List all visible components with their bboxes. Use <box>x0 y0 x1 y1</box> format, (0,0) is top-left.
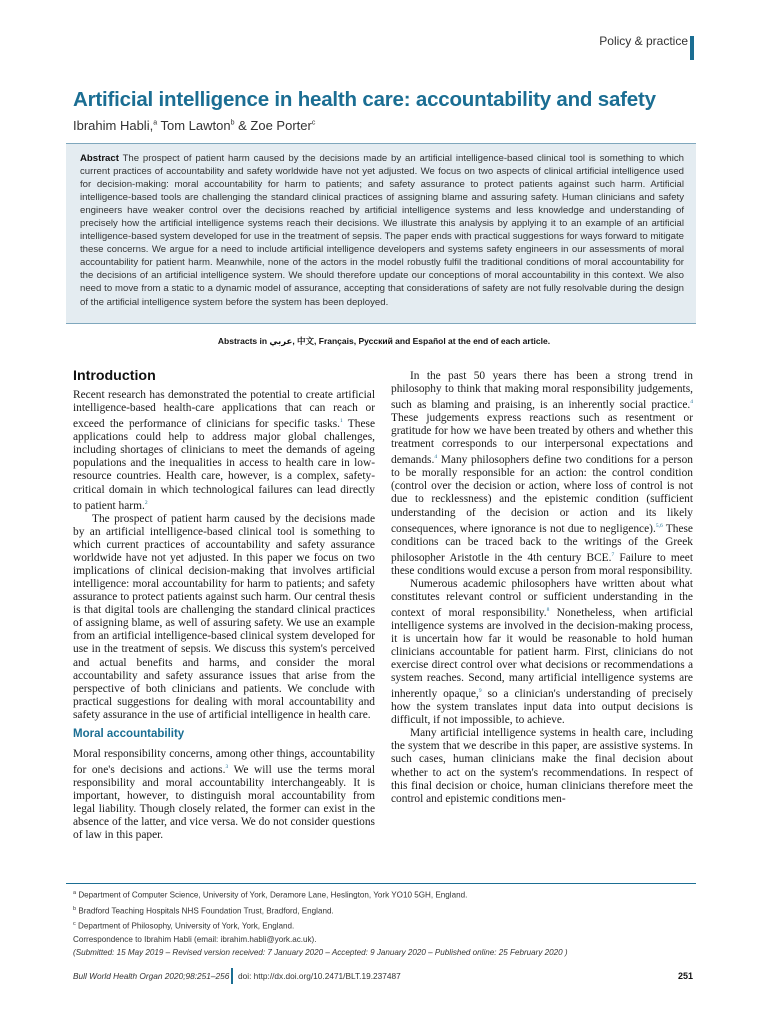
footnote-divider <box>66 883 696 884</box>
section-heading-introduction: Introduction <box>73 368 156 384</box>
abstract <box>80 152 684 309</box>
paragraph: In the past 50 years there has been a strong trend in philosophy to think that making moral responsibility judgements, such as blaming and praising, is an inherently social practice.$^4$ These judgements express reactions such as resentment or gratitude for how we have been treated by others and whether this treatment corresponds to our interpersonal expectations and demands.$^4$ Many philosophers define two conditions for a person to be morally responsible for an action: the control condition (control over the decision or action, where loss of control is not due to recklessness) and the epistemic condition (sufficient understanding of the decision or action and its likely consequences, where ignorance is not due to negligence).$^{5,6}$ These conditions can be traced back to the writings of the Greek philosopher Aristotle in the 4th century BCE.$^7$ Failure to meet these conditions would excuse a person from moral responsibility. <box>391 370 693 577</box>
abstract-label: Abstract <box>80 153 119 164</box>
subsection-heading-moral-accountability: Moral accountability <box>73 728 185 741</box>
citation-mark: 7 <box>611 551 615 558</box>
doi-link[interactable]: doi: http://dx.doi.org/10.2471/BLT.19.237487 <box>238 971 401 981</box>
abstract-body: The prospect of patient harm caused by the decisions made by an artificial intelligence-based clinical tool is something to which current practices of accountability and safety worldwide have not yet adjusted. We focus on two aspects of clinical artificial intelligence used for decision-making: moral accountability for harm to patients; and safety assurance to protect patients against such harm. Artificial intelligence-based tools are challenging the standard clinical practices of assigning blame and assuring safety. Human clinicians and safety engineers have weaker control over the decisions reached by artificial intelligence systems and less knowledge and understanding of precisely how the artificial intelligence systems reach their decisions. We illustrate this analysis by applying it to an example of an artificial intelligence-based system developed for use in the treatment of sepsis. The paper ends with practical suggestions for ways forward to mitigate these concerns. We argue for a need to include artificial intelligence developers and systems safety engineers in our assessments of moral accountability for patient harm. Meanwhile, none of the actors in the model robustly fulfil the traditional conditions of moral accountability for the decisions of an artificial intelligence system. We should therefore update our conceptions of moral accountability in this context. We also need to move from a static to a dynamic model of assurance, accepting that considerations of safety are not fully resolvable during the design of the artificial intelligence system before the system has been deployed. <box>80 153 684 308</box>
journal-citation: Bull World Health Organ 2020;98:251–256 <box>73 971 230 981</box>
citation-mark: 4 <box>434 454 438 461</box>
section-accent-bar <box>690 36 694 60</box>
author-name: Ibrahim Habli, <box>73 118 154 133</box>
paragraph: Moral responsibility concerns, among other things, accountability for one's decisions and actions.$^3$ We will use the terms moral responsibility and moral accountability interchangeably. It is important, however, to distinguish moral accountability from legal liability. Though closely related, the former can exist in the absence of the latter, and vice versa. We do not consider questions of law in this paper. <box>73 748 376 842</box>
citation-mark: 3 <box>225 764 229 771</box>
footnote: $^a$ Department of Computer Science, University of York, Deramore Lane, Heslington, York YO10 5GH, England. <box>73 890 468 900</box>
submission-dates: (Submitted: 15 May 2019 – Revised version received: 7 January 2020 – Accepted: 9 January 2020 – Published online: 25 February 2020 ) <box>73 947 568 957</box>
abstract-languages-note: Abstracts in عربي, 中文, Français, Русский and Español at the end of each article. <box>217 336 551 346</box>
footer-divider <box>231 968 233 984</box>
citation-mark: 5,6 <box>655 522 663 529</box>
author-affiliation-mark: b <box>230 119 235 127</box>
paragraph: Recent research has demonstrated the potential to create artificial intelligence-based health-care applications that can reach or exceed the performance of clinicians for specific tasks.$^1$ These applications could help to address major global challenges, including shortages of clinicians to meet the demands of ageing populations and the inequalities in access to health care in low-resource countries. Health care, however, is a complex, safety-critical domain in which technological failures can lead directly to patient harm.$^2$ <box>73 389 376 512</box>
footnote: $^b$ Bradford Teaching Hospitals NHS Foundation Trust, Bradford, England. <box>73 905 334 916</box>
author-affiliation-mark: c <box>311 119 316 127</box>
citation-mark: 9 <box>478 688 482 695</box>
author-separator: & <box>234 118 251 133</box>
footnotes <box>73 887 693 960</box>
citation-mark: 4 <box>690 399 693 406</box>
abstract-box <box>66 143 696 324</box>
body-column-right <box>391 370 693 806</box>
footnote: $^c$ Department of Philosophy, University of York, York, England. <box>73 921 295 931</box>
body-column-left <box>73 370 375 843</box>
paragraph: Numerous academic philosophers have written about what constitutes relevant control or sufficient understanding in the context of moral responsibility.$^8$ Nonetheless, when artificial intelligence systems are involved in the decision-making process, it is uncertain how far it would be reasonable to hold human clinicians accountable for patient harm. First, clinicians do not exercise direct control over what decisions or recommendations a system reaches. Second, many artificial intelligence systems are inherently opaque,$^9$ so a clinician's understanding of precisely how the system translates input data into output decisions is difficult, if not impossible, to achieve. <box>391 577 693 727</box>
article-title: Artificial intelligence in health care: accountability and safety <box>73 88 656 111</box>
citation-mark: 8 <box>546 606 550 613</box>
citation-mark: 2 <box>144 499 148 506</box>
paragraph: Many artificial intelligence systems in health care, including the system that we describe in this paper, are assistive systems. In such cases, human clinicians make the final decision about whether to act on the system's recommendations. In respect of this final decision or choice, human clinicians therefore meet the control and epistemic conditions men- <box>391 727 693 805</box>
author-list <box>73 118 315 133</box>
section-label: Policy & practice <box>599 34 688 48</box>
author-name: Tom Lawton <box>160 118 231 133</box>
author-affiliation-mark: a <box>153 119 158 127</box>
correspondence-note: Correspondence to Ibrahim Habli (email: ibrahim.habli@york.ac.uk). <box>73 934 317 944</box>
citation-mark: 1 <box>340 418 343 425</box>
paragraph: The prospect of patient harm caused by the decisions made by an artificial intelligence-based clinical tool is something to which current practices of accountability and safety assurance worldwide have not yet adjusted. In this paper we focus on two implications of clinical decision-making that involves artificial intelligence: moral accountability for harm to patients; and safety assurance to protect patients against such harm. Our central thesis is that digital tools are challenging the standard clinical practices of assigning blame, as well of assuring safety. We use an example from an artificial intelligence-based clinical system developed for use in the treatment of sepsis. We discuss this system's perceived and actual benefits and harms, and consider the moral accountability and safety assurance issues that arise from the perspective of both clinicians and patients. We conclude with practical suggestions for dealing with moral accountability and safety assurance in the use of artificial intelligence in health care. <box>73 512 375 721</box>
author-name: Zoe Porter <box>250 118 312 133</box>
page-number: 251 <box>678 971 694 981</box>
